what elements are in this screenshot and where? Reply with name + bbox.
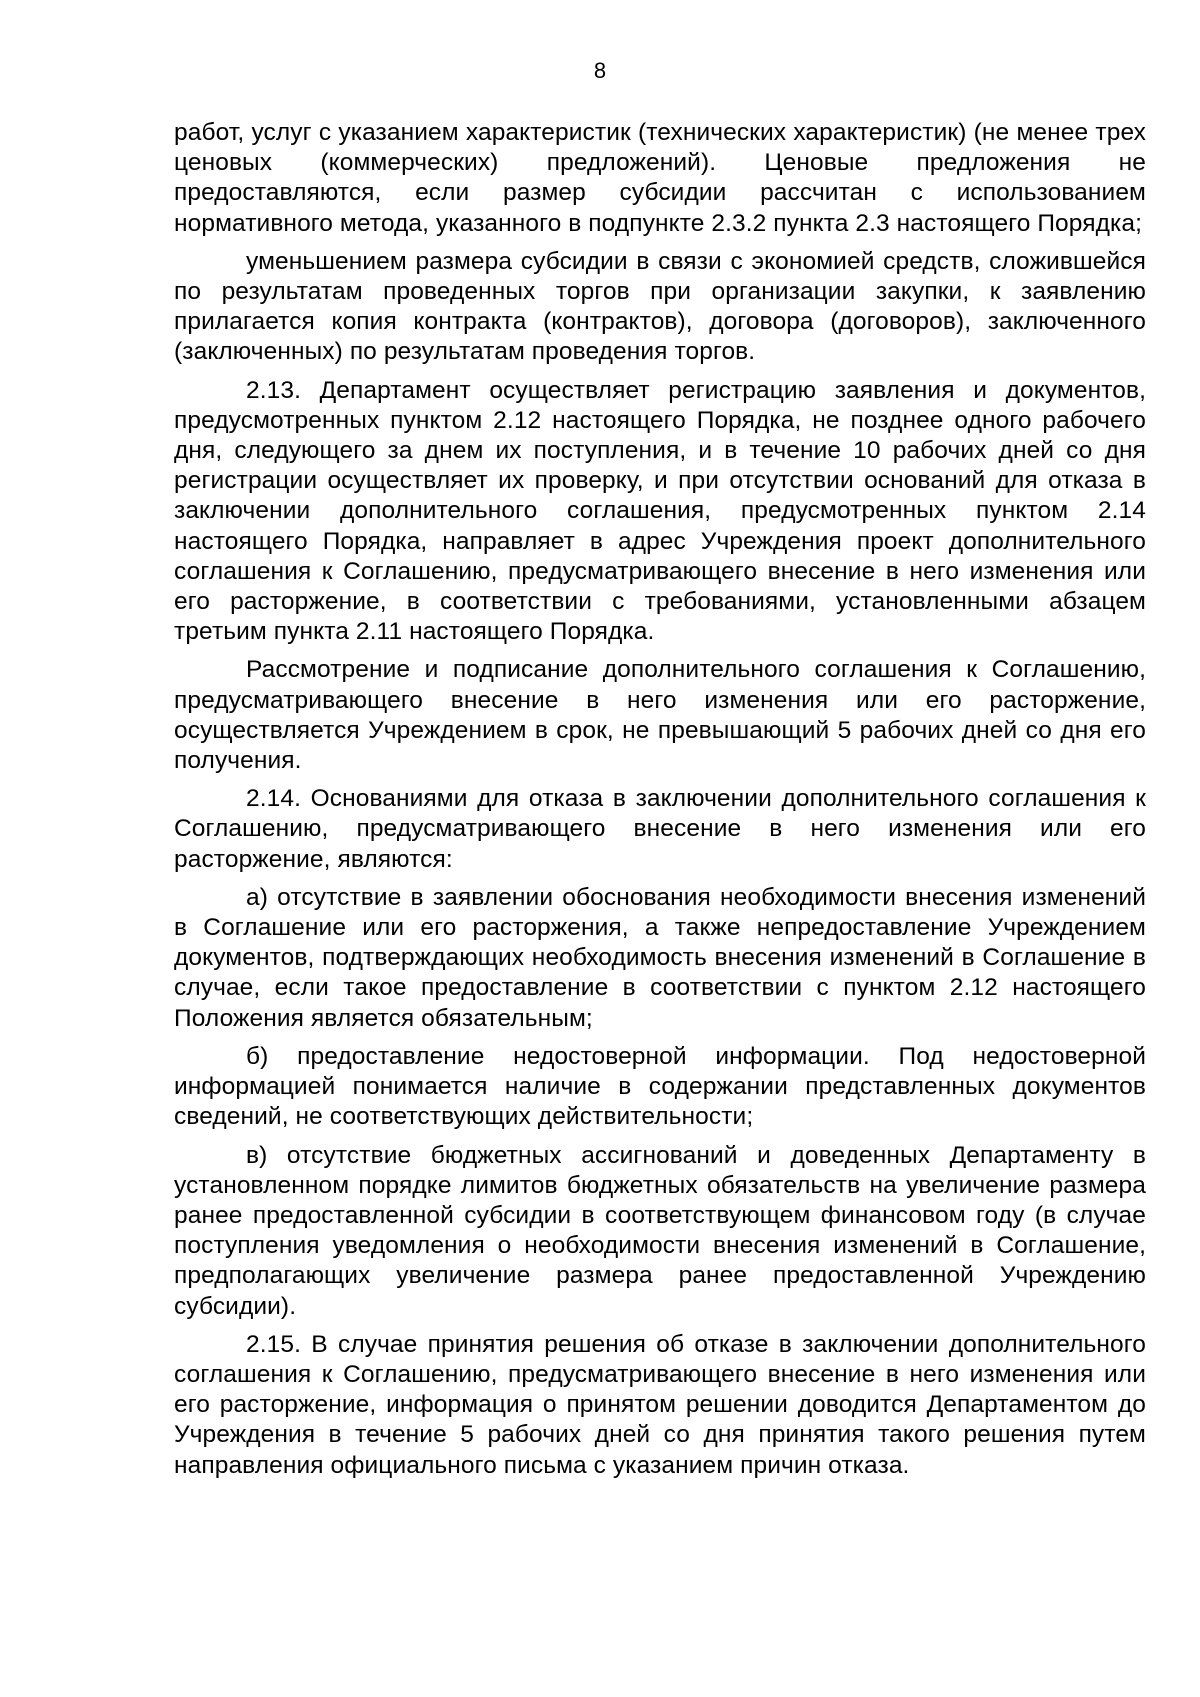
paragraph-2-14-a: а) отсутствие в заявлении обоснования необходимости внесения изменений в Соглашение или его расторжения, а также непредоставление Учреждением документов, подтверждающих необходимость внесения изменений в Соглашение в случае, если такое предоставление в соответствии с пунктом 2.12 настоящего Положения является обязательным;: [174, 883, 1146, 1032]
paragraph-2-14-b: б) предоставление недостоверной информации. Под недостоверной информацией понимается наличие в содержании представленных документов сведений, не соответствующих действительности;: [174, 1042, 1146, 1131]
paragraph-2-14: 2.14. Основаниями для отказа в заключении дополнительного соглашения к Соглашению, предусматривающего внесение в него изменения или его расторжение, являются:: [174, 785, 1146, 873]
paragraph-2-13-review: Рассмотрение и подписание дополнительного соглашения к Соглашению, предусматривающего внесение в него изменения или его расторжение, осуществляется Учреждением в срок, не превышающий 5 рабочих дней со дня его получения.: [174, 656, 1146, 775]
paragraph-subsidy-reduction: уменьшением размера субсидии в связи с экономией средств, сложившейся по результатам проведенных торгов при организации закупки, к заявлению прилагается копия контракта (контрактов), договора (договоров), заключенного (заключенных) по результатам проведения торгов.: [174, 247, 1146, 366]
paragraph-continuation: работ, услуг с указанием характеристик (технических характеристик) (не менее трех ценовых (коммерческих) предложений). Ценовые предложения не предоставляются, если размер субсидии рассчитан с использованием нормативного метода, указанного в подпункте 2.3.2 пункта 2.3 настоящего Порядка;: [174, 119, 1146, 237]
paragraph-2-15: 2.15. В случае принятия решения об отказе в заключении дополнительного соглашения к Соглашению, предусматривающего внесение в него изменения или его расторжение, информация о принятом решении доводится Департаментом до Учреждения в течение 5 рабочих дней со дня принятия такого решения путем направления официального письма с указанием причин отказа.: [174, 1330, 1146, 1479]
document-body: [174, 118, 1146, 1489]
paragraph-2-13: 2.13. Департамент осуществляет регистрацию заявления и документов, предусмотренных пунктом 2.12 настоящего Порядка, не позднее одного рабочего дня, следующего за днем их поступления, и в течение 10 рабочих дней со дня регистрации осуществляет их проверку, и при отсутствии оснований для отказа в заключении дополнительного соглашения, предусмотренных пунктом 2.14 настоящего Порядка, направляет в адрес Учреждения проект дополнительного соглашения к Соглашению, предусматривающего внесение в него изменения или его расторжение, в соответствии с требованиями, установленными абзацем третьим пункта 2.11 настоящего Порядка.: [174, 376, 1146, 646]
paragraph-2-14-v: в) отсутствие бюджетных ассигнований и доведенных Департаменту в установленном порядке лимитов бюджетных обязательств на увеличение размера ранее предоставленной субсидии в соответствующем финансовом году (в случае поступления уведомления о необходимости внесения изменений в Соглашение, предполагающих увеличение размера ранее предоставленной Учреждению субсидии).: [174, 1141, 1146, 1320]
page-number: 8: [593, 58, 607, 83]
